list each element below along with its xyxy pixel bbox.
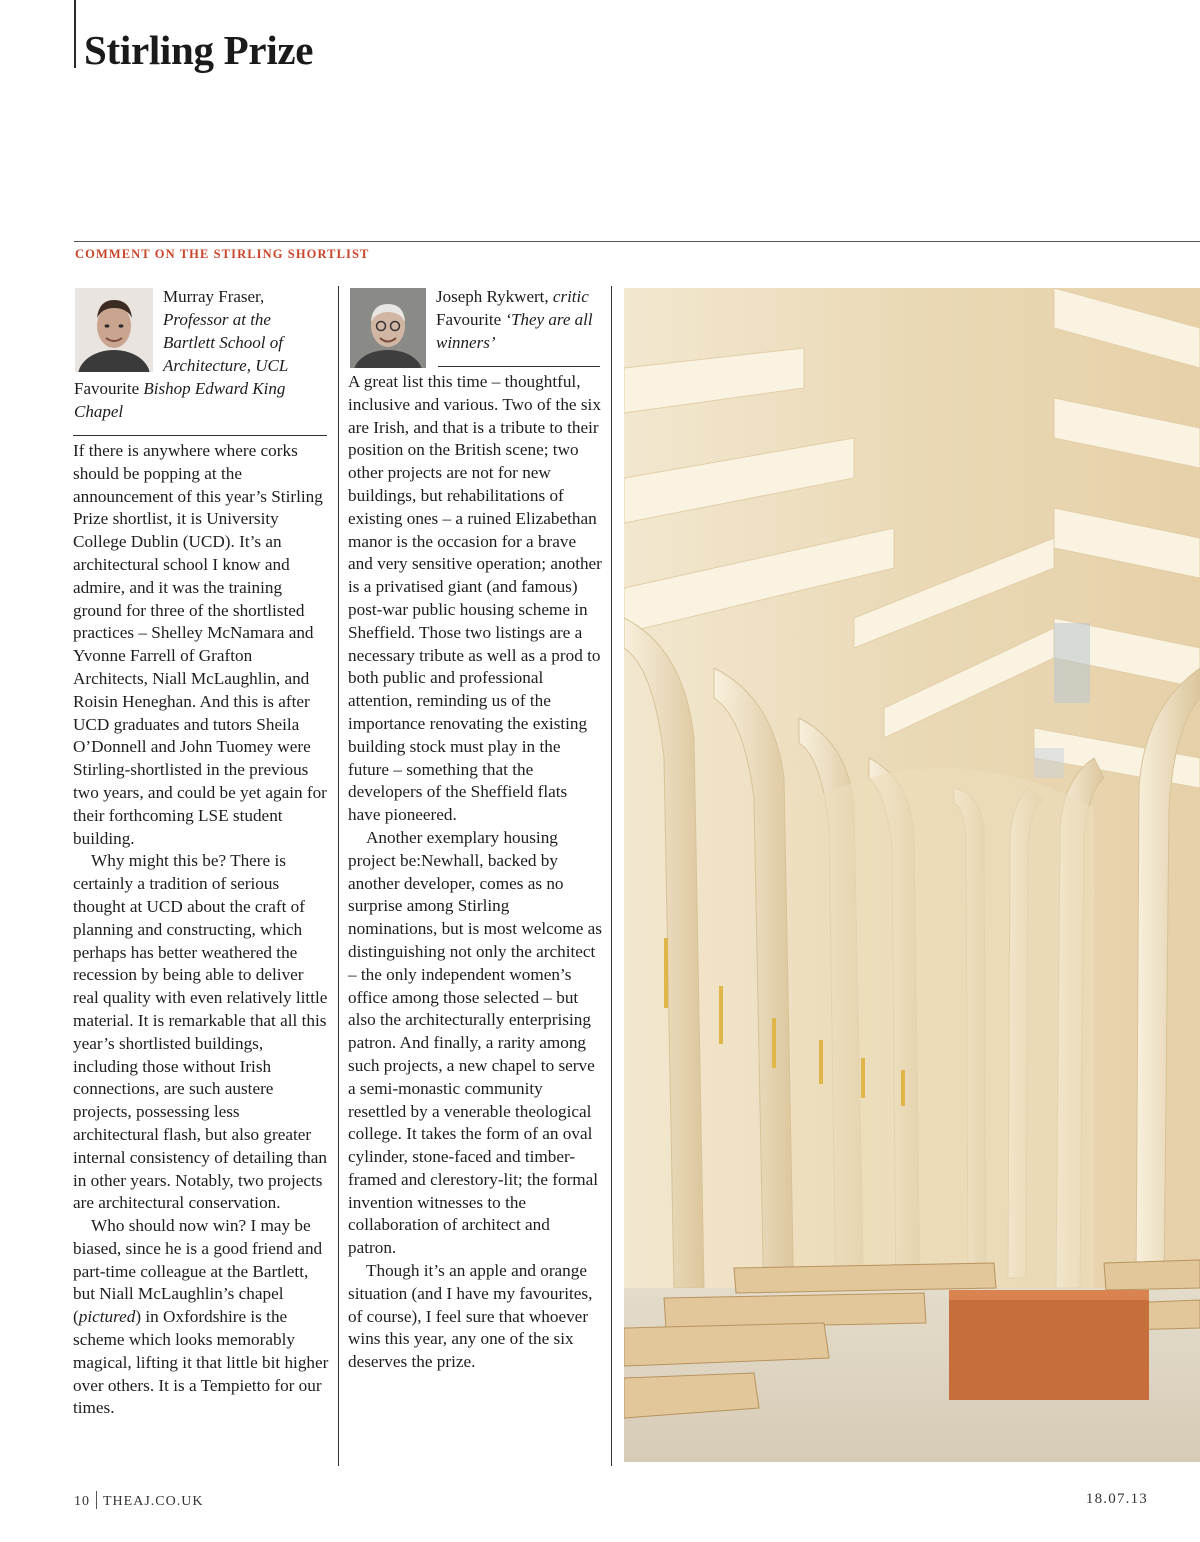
paragraph: Why might this be? There is certainly a tradition of serious thought at UCD about the craft of planning and constructing, which perhaps has better weathered the recession by being able to deliver real quality with even relatively little material. It is remarkable that all this year’s shortlisted buildings, including those without Irish connections, are such austere projects, possessing less architectural flash, but also greater internal consistency of detailing than in other years. Notably, two projects are architectural conservation.: [73, 851, 328, 1213]
contributor-role-line: Professor at the: [163, 310, 271, 329]
paragraph: Though it’s an apple and orange situation (and I have my favourites, of course), I feel sure that whoever wins this year, any one of the six deserves the prize.: [348, 1261, 593, 1372]
folio-separator: [96, 1491, 97, 1509]
paragraph: Another exemplary housing project be:Newhall, backed by another developer, comes as no surprise among Stirling nominations, but is most welcome as distinguishing not only the architect – the only independent women’s office among those selected – but also the architecturally enterprising patron. And finally, a rarity among such projects, a new chapel to serve a semi-monastic community resettled by a venerable theological college. It takes the form of an oval cylinder, stone-faced and timber-framed and clerestory-lit; the formal invention witnesses to the collaboration of architect and patron.: [348, 827, 602, 1258]
emphasis-text: pictured: [78, 1307, 136, 1327]
contributor-name: Murray Fraser,: [163, 287, 265, 306]
contributor-credit: [163, 285, 333, 377]
page-title: Stirling Prize: [84, 27, 314, 73]
page-folio: [74, 1491, 203, 1510]
contributor-name-line: [436, 285, 604, 308]
column-divider: [338, 286, 339, 1466]
section-kicker: COMMENT ON THE STIRLING SHORTLIST: [75, 247, 370, 261]
contributor-rule: [73, 435, 327, 436]
column-murray-fraser: [73, 285, 329, 1420]
site-name: THEAJ.CO.UK: [103, 1494, 204, 1509]
issue-date: 18.07.13: [1085, 1491, 1148, 1507]
contributor-role-line: Architecture, UCL: [163, 356, 289, 375]
contributor-block: [348, 285, 602, 395]
article-text-column-1: [73, 440, 329, 1420]
contributor-credit: [436, 285, 604, 354]
column-divider: [611, 286, 612, 1466]
portrait-image: [350, 288, 426, 368]
column-joseph-rykwert: [348, 285, 602, 1374]
favourite-label: Favourite: [74, 379, 140, 398]
favourite-title: ‘They are all winners’: [436, 310, 593, 352]
favourite-label: Favourite: [436, 310, 502, 329]
paragraph: A great list this time – thoughtful, inclusive and various. Two of the six are Irish, and that is a tribute to their position on the British scene; two other projects are not for new buildings, but rehabilitations of existing ones – a ruined Elizabethan manor is the occasion for a brave and very sensitive operation; another is a privatised giant (and famous) post-war public housing scheme in Sheffield. Those two listings are a necessary tribute as well as a prod to both public and professional attention, reminding us of the importance renovating the existing building stock must play in the future – something that the developers of the Sheffield flats have pioneered.: [348, 372, 602, 825]
contributor-role: critic: [552, 287, 589, 306]
header-vertical-rule: [74, 0, 76, 68]
paragraph: If there is anywhere where corks should be popping at the announcement of this year’s Stirling Prize shortlist, it is University College Dublin (UCD). It’s an architectural school I know and admire, and it was the training ground for three of the shortlisted practices – Shelley McNamara and Yvonne Farrell of Grafton Architects, Niall McLaughlin, and Roisin Heneghan. And this is after UCD graduates and tutors Sheila O’Donnell and John Tuomey were Stirling-shortlisted in the previous two years, and could be yet again for their forthcoming LSE student building.: [73, 441, 327, 848]
contributor-rule: [438, 366, 600, 367]
portrait-photo: [75, 288, 153, 372]
paragraph-text: Who should now win? I may be biased, since he is a good friend and part-time colleague at the Bartlett, but Niall McLaughlin’s chapel (: [73, 1216, 323, 1327]
contributor-name: Joseph Rykwert,: [436, 287, 549, 306]
paragraph: [73, 1215, 329, 1420]
chapel-photo-illustration: [624, 288, 1200, 1462]
paragraph-text: ) in Oxfordshire is the scheme which looks memorably magical, lifting it that little bit higher over others. It is a Tempietto for our times.: [73, 1307, 329, 1418]
portrait-image: [75, 288, 153, 372]
favourite-title: Bishop Edward King Chapel: [74, 379, 286, 421]
portrait-photo: [350, 288, 426, 368]
article-text-column-2: [348, 371, 602, 1374]
section-rule: [74, 241, 1200, 242]
contributor-role-line: Bartlett School of: [163, 333, 283, 352]
contributor-block: [73, 285, 329, 437]
favourite-line: [436, 308, 604, 354]
chapel-interior-photo: [624, 288, 1200, 1462]
page-number: 10: [74, 1494, 90, 1509]
favourite-line: [74, 377, 330, 423]
